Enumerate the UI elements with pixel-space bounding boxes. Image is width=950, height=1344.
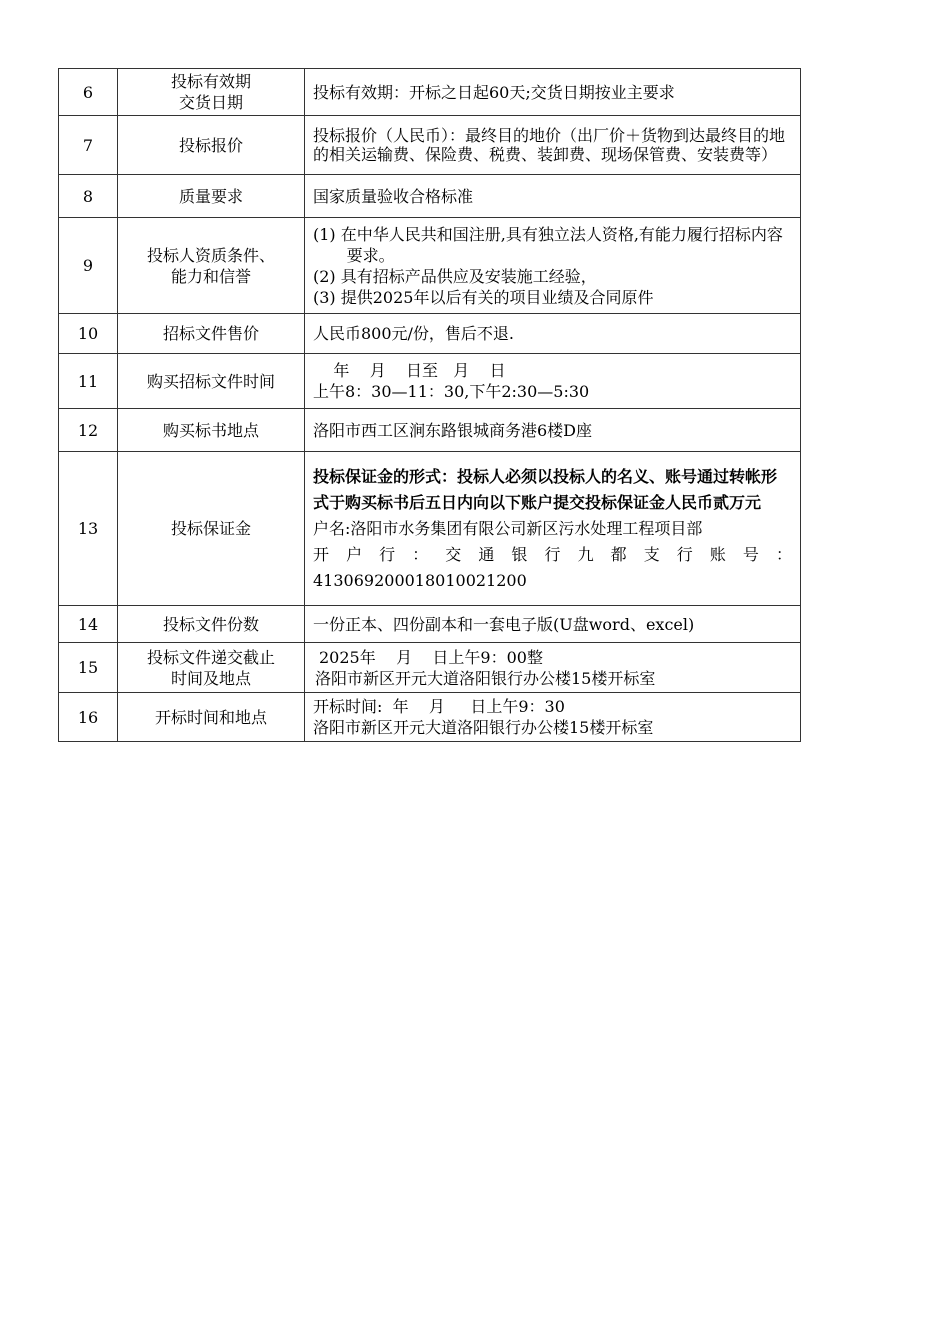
item-label bbox=[118, 175, 305, 218]
item-label bbox=[118, 693, 305, 742]
row-number: 8 bbox=[59, 175, 118, 218]
item-label-line: 交货日期 bbox=[178, 93, 243, 112]
guarantee-form-text: 投标保证金的形式：投标人必须以投标人的名义、账号通过转帐形式于购买标书后五日内向以下账户提交投标保证金人民币贰万元 bbox=[313, 466, 778, 512]
item-label-line: 时间及地点 bbox=[170, 668, 251, 688]
table-row bbox=[59, 218, 801, 314]
table-row bbox=[59, 409, 801, 452]
item-label bbox=[118, 218, 305, 314]
row-number: 9 bbox=[59, 218, 118, 314]
item-label bbox=[118, 314, 305, 354]
content-line: 一份正本、四份副本和一套电子版(U盘word、excel) bbox=[313, 614, 695, 634]
table-row bbox=[59, 693, 801, 742]
item-content bbox=[305, 218, 801, 314]
item-label bbox=[118, 452, 305, 606]
content-line: (3) 提供2025年以后有关的项目业绩及合同原件 bbox=[313, 287, 654, 307]
content-line: 洛阳市新区开元大道洛阳银行办公楼15楼开标室 bbox=[315, 668, 656, 688]
content-line: 投标报价（人民币）：最终目的地价（出厂价＋货物到达最终目的地的相关运输费、保险费、税费、装卸费、现场保管费、安装费等） bbox=[313, 126, 786, 164]
item-label-line: 能力和信誉 bbox=[170, 266, 251, 286]
table-row bbox=[59, 354, 801, 409]
bidding-info-table bbox=[58, 68, 801, 742]
item-label-line: 投标报价 bbox=[178, 135, 243, 155]
table-row bbox=[59, 606, 801, 643]
item-content bbox=[305, 452, 801, 606]
table-row bbox=[59, 116, 801, 175]
account-bank: 开户行：交通银行九都支行账号： bbox=[313, 544, 792, 564]
content-line: 2025年 月 日上午9：00整 bbox=[319, 647, 543, 667]
account-name: 户名:洛阳市水务集团有限公司新区污水处理工程项目部 bbox=[313, 518, 703, 538]
item-label bbox=[118, 116, 305, 175]
item-label-line: 投标有效期 bbox=[170, 72, 251, 91]
content-line: 年 月 日至 月 日 bbox=[313, 361, 506, 380]
item-content bbox=[305, 643, 801, 693]
row-number: 11 bbox=[59, 354, 118, 409]
row-number: 6 bbox=[59, 69, 118, 116]
item-content bbox=[305, 354, 801, 409]
item-label-line: 投标文件份数 bbox=[162, 614, 259, 634]
content-line: (2) 具有招标产品供应及安装施工经验， bbox=[313, 266, 597, 286]
item-label-line: 投标文件递交截止 bbox=[146, 647, 275, 667]
table-row bbox=[59, 69, 801, 116]
item-label bbox=[118, 409, 305, 452]
item-label-line: 购买标书地点 bbox=[162, 420, 259, 440]
item-content bbox=[305, 409, 801, 452]
item-label-line: 购买招标文件时间 bbox=[146, 371, 275, 391]
row-number: 14 bbox=[59, 606, 118, 643]
row-number: 7 bbox=[59, 116, 118, 175]
content-line: 洛阳市新区开元大道洛阳银行办公楼15楼开标室 bbox=[313, 718, 654, 737]
content-line: 投标有效期：开标之日起60天;交货日期按业主要求 bbox=[313, 82, 675, 102]
item-content bbox=[305, 116, 801, 175]
content-line: 人民币800元/份，售后不退. bbox=[313, 324, 515, 343]
row-number: 12 bbox=[59, 409, 118, 452]
row-number: 10 bbox=[59, 314, 118, 354]
row-number: 13 bbox=[59, 452, 118, 606]
content-line: 开标时间: 年 月 日上午9：30 bbox=[313, 697, 565, 716]
table-row bbox=[59, 643, 801, 693]
content-line: 上午8：30—11：30,下午2:30—5:30 bbox=[313, 382, 590, 401]
item-label bbox=[118, 643, 305, 693]
item-content bbox=[305, 314, 801, 354]
item-content bbox=[305, 69, 801, 116]
item-label bbox=[118, 69, 305, 116]
item-content bbox=[305, 606, 801, 643]
content-line: 国家质量验收合格标准 bbox=[313, 186, 474, 206]
account-number: 413069200018010021200 bbox=[313, 570, 527, 590]
item-label-line: 招标文件售价 bbox=[162, 324, 259, 343]
row-number: 16 bbox=[59, 693, 118, 742]
item-label bbox=[118, 354, 305, 409]
item-label bbox=[118, 606, 305, 643]
table-row bbox=[59, 452, 801, 606]
content-line: 洛阳市西工区涧东路银城商务港6楼D座 bbox=[313, 420, 593, 440]
item-label-line: 质量要求 bbox=[178, 186, 243, 206]
item-content bbox=[305, 175, 801, 218]
row-number: 15 bbox=[59, 643, 118, 693]
item-label-line: 开标时间和地点 bbox=[154, 707, 267, 727]
item-content bbox=[305, 693, 801, 742]
table-row bbox=[59, 175, 801, 218]
content-line: (1) 在中华人民共和国注册,具有独立法人资格,有能力履行招标内容要求。 bbox=[313, 224, 783, 265]
item-label-line: 投标保证金 bbox=[170, 519, 251, 538]
item-label-line: 投标人资质条件、 bbox=[146, 245, 275, 265]
table-row bbox=[59, 314, 801, 354]
